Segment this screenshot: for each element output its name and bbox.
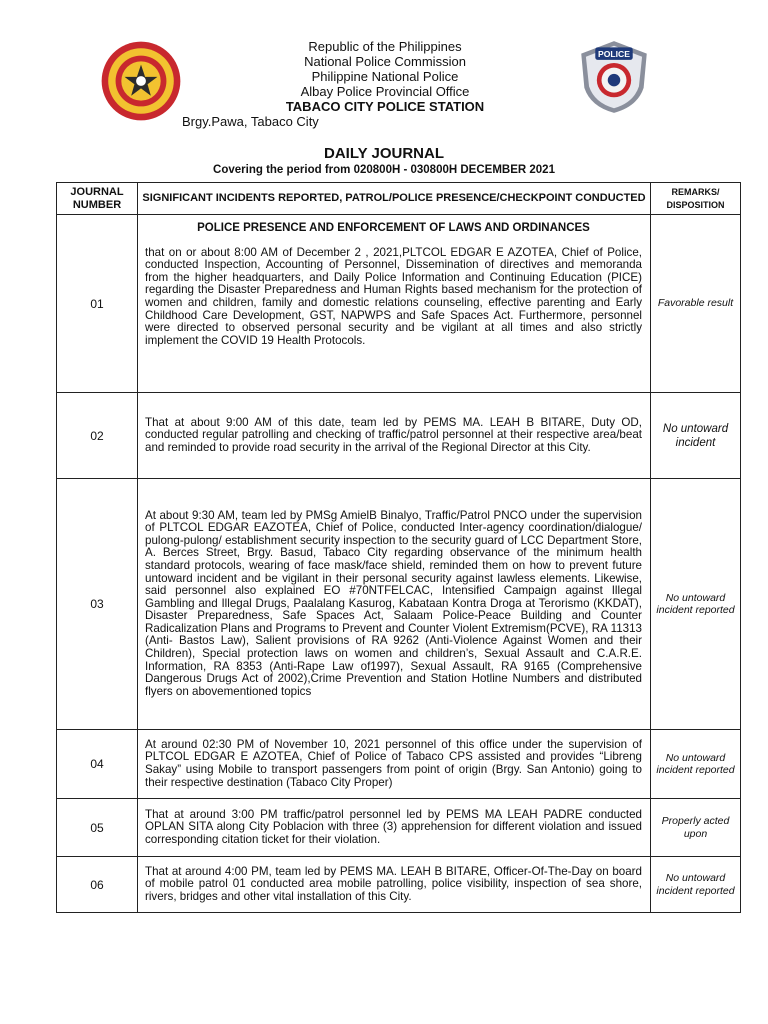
journal-number: 05 xyxy=(57,799,138,857)
journal-remarks: No untoward incident reported xyxy=(651,857,741,913)
journal-remarks: Properly acted upon xyxy=(651,799,741,857)
table-row xyxy=(57,799,741,857)
journal-remarks: No untoward incident reported xyxy=(651,479,741,730)
journal-entry-text: That at about 9:00 AM of this date, team led by PEMS MA. LEAH B BITARE, Duty OD, conducted regular patrolling and checking of traffic/patrol personnel at their respective area/beat and reminded to provide road security in the arrival of the Regional Director at this City. xyxy=(138,393,651,479)
tabaco-police-badge-logo xyxy=(575,38,653,116)
journal-entry-text: That at around 4:00 PM, team led by PEMS MA. LEAH B BITARE, Officer-Of-The-Day on board of mobile patrol 01 conducted area mobile patrolling, police visibility, inspection of sea shore, rivers, bridges and other vital installation of this City. xyxy=(138,857,651,913)
table-row xyxy=(57,857,741,913)
journal-remarks: No untoward incident xyxy=(651,393,741,479)
journal-entry xyxy=(138,215,651,393)
journal-number: 01 xyxy=(57,215,138,393)
document-title: DAILY JOURNAL xyxy=(323,145,445,162)
journal-number: 03 xyxy=(57,479,138,730)
journal-entry-text: At about 9:30 AM, team led by PMSg AmielB Binalyo, Traffic/Patrol PNCO under the supervision of PLTCOL EDGAR EAZOTEA, Chief of Police, conducted Inter-agency coordination/dialogue/ pulong-pulong/ establishment security inspection to the security guard of LCC Department Store, A. Berces Street, Brgy. Basud, Tabaco City regarding observance of the minimum health standard protocols, wearing of face mask/face shield, reminded them on how to prevent future untoward incident and be vigilant in their personal security against lawless elements. Likewise, said personnel also explained EO #70NTFELCAC, Intensified Campaign against Illegal Gambling and Illegal Drugs, Paalalang Kasurog, Kabataan Kontra Droga at Terorismo (KKDAT), Disaster Preparedness, Safe Spaces Act, Salaam Police-Peace Building and Counter Radicalization Plans and Programs to Prevent and Counter Violent Extremism(PCVE), RA 11313 (Anti- Bastos Law), Salient provisions of RA 9262 (Anti-Violence Against Women and their Children), Special protection laws on women and children’s, Sexual Assault and C.A.R.E. Information, RA 8353 (Anti-Rape Law of1997), Sexual Assault, RA 9165 (Comprehensive Dangerous Drugs Act of 2002),Crime Prevention and Station Hotline Numbers and distributed flyers on abovementioned topics xyxy=(138,479,651,730)
header-station-name: TABACO CITY POLICE STATION xyxy=(285,99,485,114)
header-provincial-office: Albay Police Provincial Office xyxy=(300,84,470,99)
badge-top-text: POLICE xyxy=(598,49,630,60)
column-header-incidents: SIGNIFICANT INCIDENTS REPORTED, PATROL/POLICE PRESENCE/CHECKPOINT CONDUCTED xyxy=(138,183,651,215)
pnp-seal-logo xyxy=(100,40,182,122)
table-header-row xyxy=(57,183,741,215)
document-period: Covering the period from 020800H - 030800H DECEMBER 2021 xyxy=(213,164,555,176)
header-republic: Republic of the Philippines xyxy=(308,39,462,54)
journal-number: 02 xyxy=(57,393,138,479)
header-pnp: Philippine National Police xyxy=(311,69,459,84)
journal-entry-text: that on or about 8:00 AM of December 2 , 2021,PLTCOL EDGAR E AZOTEA, Chief of Police, conducted Inspection, Accounting of Personnel, Dissemination of directives and memoranda from the higher headquarters, and Daily Police Information and Continuing Education (PICE) regarding the Disaster Preparedness and Human Rights based mechanism for the protection of women and children, family and domestic relations counseling, effective parenting and Early Childhood Care Development, GST, NAPWPS and Safe Spaces Act. Furthermore, personnel were directed to observed personal security and be vigilant at all times and also strictly implement the COVID 19 Health Protocols. xyxy=(145,245,642,347)
journal-remarks: No untoward incident reported xyxy=(651,730,741,799)
table-row xyxy=(57,479,741,730)
journal-number: 06 xyxy=(57,857,138,913)
column-header-number: JOURNAL NUMBER xyxy=(57,183,138,215)
table-row xyxy=(57,393,741,479)
journal-entry-text: At around 02:30 PM of November 10, 2021 personnel of this office under the supervision of PLTCOL EDGAR E AZOTEA, Chief of Police of Tabaco CPS assisted and provides “Libreng Sakay” using Mobile to transport passengers from point of origin (Brgy. San Antonio) going to their respective destination (Tabaco City Proper) xyxy=(138,730,651,799)
column-header-remarks: REMARKS/ DISPOSITION xyxy=(651,183,741,215)
journal-table xyxy=(56,182,741,913)
journal-remarks: Favorable result xyxy=(651,215,741,393)
header-napolcom: National Police Commission xyxy=(304,54,466,69)
journal-number: 04 xyxy=(57,730,138,799)
section-heading: POLICE PRESENCE AND ENFORCEMENT OF LAWS AND ORDINANCES xyxy=(197,222,590,234)
table-row xyxy=(57,730,741,799)
journal-entry-text: That at around 3:00 PM traffic/patrol personnel led by PEMS MA LEAH PADRE conducted OPLAN SITA along City Poblacion with three (3) apprehension for different violation and issued corresponding citation ticket for their violation. xyxy=(138,799,651,857)
table-row xyxy=(57,215,741,393)
header-address: Brgy.Pawa, Tabaco City xyxy=(182,114,319,129)
